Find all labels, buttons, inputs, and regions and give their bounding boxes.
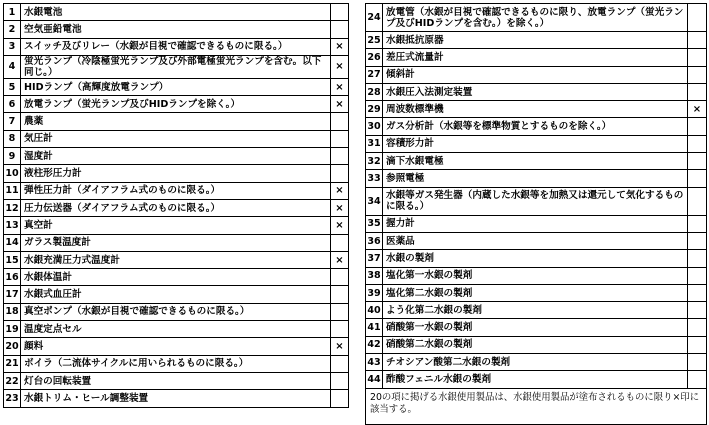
- table-row: [366, 267, 707, 284]
- item-number: 24: [366, 4, 383, 32]
- table-row: [366, 284, 707, 301]
- item-number: 10: [4, 165, 21, 182]
- item-number: 13: [4, 217, 21, 234]
- applicable-mark: ×: [331, 55, 349, 78]
- table-row: [4, 165, 349, 182]
- item-number: 37: [366, 250, 383, 267]
- table-row: [4, 55, 349, 78]
- item-number: 39: [366, 284, 383, 301]
- applicable-mark: [331, 148, 349, 165]
- item-number: 28: [366, 83, 383, 100]
- item-number: 36: [366, 232, 383, 249]
- applicable-mark: [688, 354, 707, 371]
- item-name: 水銀等ガス発生器（内蔵した水銀等を加熱又は還元して気化するものに限る。）: [383, 187, 688, 215]
- item-number: 27: [366, 66, 383, 83]
- applicable-mark: [688, 49, 707, 66]
- item-name: ガス分析計（水銀等を標準物質とするものを除く。）: [383, 118, 688, 135]
- item-number: 34: [366, 187, 383, 215]
- item-name: 医薬品: [383, 232, 688, 249]
- item-name: 容積形力計: [383, 135, 688, 152]
- item-number: 5: [4, 78, 21, 95]
- table-row: [4, 4, 349, 21]
- product-table-right-body: [366, 4, 707, 425]
- table-row: [366, 135, 707, 152]
- item-name: 気圧計: [21, 130, 331, 147]
- item-name: 放電ランプ（蛍光ランプ及びHIDランプを除く。）: [21, 96, 331, 113]
- table-row: [4, 199, 349, 216]
- applicable-mark: [688, 302, 707, 319]
- item-name: 水銀充満圧力式温度計: [21, 251, 331, 268]
- item-name: 蛍光ランプ（冷陰極蛍光ランプ及び外部電極蛍光ランプを含む。以下同じ。）: [21, 55, 331, 78]
- table-row: [4, 355, 349, 372]
- item-number: 41: [366, 319, 383, 336]
- applicable-mark: ×: [331, 96, 349, 113]
- table-row: [4, 372, 349, 389]
- table-row: [4, 338, 349, 355]
- footnote: 20の項に掲げる水銀使用製品は、水銀使用製品が塗布されるものに限り×印に該当する。: [366, 388, 707, 424]
- item-number: 11: [4, 182, 21, 199]
- table-row: [366, 49, 707, 66]
- item-number: 1: [4, 4, 21, 21]
- applicable-mark: [331, 21, 349, 38]
- applicable-mark: [688, 250, 707, 267]
- item-name: 液柱形圧力計: [21, 165, 331, 182]
- applicable-mark: [688, 32, 707, 49]
- applicable-mark: [688, 153, 707, 170]
- applicable-mark: [688, 371, 707, 388]
- applicable-mark: [688, 187, 707, 215]
- item-number: 35: [366, 215, 383, 232]
- item-number: 22: [4, 372, 21, 389]
- item-name: ボイラ（二流体サイクルに用いられるものに限る。）: [21, 355, 331, 372]
- applicable-mark: [331, 303, 349, 320]
- item-name: 放電管（水銀が目視で確認できるものに限り、放電ランプ（蛍光ランプ及びHIDランプを含む。）を除く。）: [383, 4, 688, 32]
- item-number: 40: [366, 302, 383, 319]
- table-row: [366, 101, 707, 118]
- table-row: [4, 390, 349, 407]
- table-row: [4, 234, 349, 251]
- table-row: [366, 118, 707, 135]
- applicable-mark: [331, 269, 349, 286]
- table-row: [4, 321, 349, 338]
- applicable-mark: [331, 286, 349, 303]
- item-number: 43: [366, 354, 383, 371]
- item-number: 29: [366, 101, 383, 118]
- item-name: 弾性圧力計（ダイアフラム式のものに限る。）: [21, 182, 331, 199]
- item-number: 30: [366, 118, 383, 135]
- table-row: [366, 319, 707, 336]
- item-name: 水銀抵抗原器: [383, 32, 688, 49]
- item-number: 3: [4, 38, 21, 55]
- table-row: [4, 251, 349, 268]
- applicable-mark: [331, 4, 349, 21]
- table-row: [366, 302, 707, 319]
- item-name: 真空ポンプ（水銀が目視で確認できるものに限る。）: [21, 303, 331, 320]
- table-row: [4, 130, 349, 147]
- item-name: HIDランプ（高輝度放電ランプ）: [21, 78, 331, 95]
- applicable-mark: ×: [331, 251, 349, 268]
- item-name: 傾斜計: [383, 66, 688, 83]
- table-row: [366, 170, 707, 187]
- product-table-left-body: [4, 4, 349, 408]
- item-name: 灯台の回転装置: [21, 372, 331, 389]
- item-number: 8: [4, 130, 21, 147]
- table-row: [366, 4, 707, 32]
- item-number: 16: [4, 269, 21, 286]
- item-name: 圧力伝送器（ダイアフラム式のものに限る。）: [21, 199, 331, 216]
- applicable-mark: ×: [331, 199, 349, 216]
- item-number: 25: [366, 32, 383, 49]
- applicable-mark: [331, 130, 349, 147]
- table-row: [366, 354, 707, 371]
- item-number: 21: [4, 355, 21, 372]
- applicable-mark: [688, 135, 707, 152]
- item-number: 18: [4, 303, 21, 320]
- applicable-mark: [688, 83, 707, 100]
- applicable-mark: ×: [331, 338, 349, 355]
- applicable-mark: [688, 170, 707, 187]
- item-number: 9: [4, 148, 21, 165]
- applicable-mark: ×: [688, 101, 707, 118]
- item-name: 顔料: [21, 338, 331, 355]
- product-table-left: [3, 3, 349, 408]
- item-name: 酢酸フェニル水銀の製剤: [383, 371, 688, 388]
- item-name: 水銀電池: [21, 4, 331, 21]
- table-row: [366, 371, 707, 388]
- applicable-mark: [688, 267, 707, 284]
- item-number: 4: [4, 55, 21, 78]
- item-number: 44: [366, 371, 383, 388]
- applicable-mark: [688, 66, 707, 83]
- product-table-right: [365, 3, 707, 425]
- table-row: [366, 187, 707, 215]
- item-name: 水銀トリム・ヒール調整装置: [21, 390, 331, 407]
- item-name: 湿度計: [21, 148, 331, 165]
- table-row: [4, 217, 349, 234]
- item-number: 42: [366, 336, 383, 353]
- table-row: [4, 269, 349, 286]
- item-name: 温度定点セル: [21, 321, 331, 338]
- item-name: 硝酸第一水銀の製剤: [383, 319, 688, 336]
- item-name: 差圧式流量計: [383, 49, 688, 66]
- item-number: 12: [4, 199, 21, 216]
- item-name: 水銀体温計: [21, 269, 331, 286]
- item-name: 真空計: [21, 217, 331, 234]
- applicable-mark: [331, 165, 349, 182]
- item-name: 水銀圧入法測定装置: [383, 83, 688, 100]
- table-row: [366, 232, 707, 249]
- item-name: 握力計: [383, 215, 688, 232]
- item-name: 水銀の製剤: [383, 250, 688, 267]
- applicable-mark: [688, 118, 707, 135]
- item-name: 水銀式血圧計: [21, 286, 331, 303]
- item-number: 23: [4, 390, 21, 407]
- applicable-mark: [688, 215, 707, 232]
- item-name: 滴下水銀電極: [383, 153, 688, 170]
- applicable-mark: [331, 355, 349, 372]
- table-row: [4, 21, 349, 38]
- item-name: 塩化第一水銀の製剤: [383, 267, 688, 284]
- applicable-mark: [331, 372, 349, 389]
- table-row: [4, 78, 349, 95]
- table-row: [4, 148, 349, 165]
- item-name: 塩化第二水銀の製剤: [383, 284, 688, 301]
- table-row: [4, 286, 349, 303]
- item-number: 38: [366, 267, 383, 284]
- item-number: 31: [366, 135, 383, 152]
- item-number: 26: [366, 49, 383, 66]
- item-number: 19: [4, 321, 21, 338]
- applicable-mark: ×: [331, 38, 349, 55]
- item-number: 14: [4, 234, 21, 251]
- table-row: [4, 38, 349, 55]
- table-row: [366, 32, 707, 49]
- applicable-mark: ×: [331, 217, 349, 234]
- applicable-mark: [331, 321, 349, 338]
- item-number: 17: [4, 286, 21, 303]
- item-number: 20: [4, 338, 21, 355]
- table-row: [366, 250, 707, 267]
- applicable-mark: [688, 336, 707, 353]
- table-row: [366, 215, 707, 232]
- item-name: チオシアン酸第二水銀の製剤: [383, 354, 688, 371]
- item-name: 農薬: [21, 113, 331, 130]
- footnote-row: [366, 388, 707, 424]
- applicable-mark: [688, 232, 707, 249]
- item-name: 硝酸第二水銀の製剤: [383, 336, 688, 353]
- table-row: [366, 83, 707, 100]
- table-row: [4, 113, 349, 130]
- table-row: [366, 66, 707, 83]
- applicable-mark: [331, 113, 349, 130]
- applicable-mark: ×: [331, 78, 349, 95]
- item-name: 空気亜鉛電池: [21, 21, 331, 38]
- table-row: [366, 153, 707, 170]
- applicable-mark: ×: [331, 182, 349, 199]
- applicable-mark: [688, 319, 707, 336]
- applicable-mark: [688, 284, 707, 301]
- table-row: [366, 336, 707, 353]
- item-number: 15: [4, 251, 21, 268]
- item-name: ガラス製温度計: [21, 234, 331, 251]
- applicable-mark: [331, 390, 349, 407]
- item-name: 周波数標準機: [383, 101, 688, 118]
- item-number: 7: [4, 113, 21, 130]
- table-row: [4, 182, 349, 199]
- item-number: 33: [366, 170, 383, 187]
- item-name: よう化第二水銀の製剤: [383, 302, 688, 319]
- table-row: [4, 303, 349, 320]
- table-row: [4, 96, 349, 113]
- item-number: 32: [366, 153, 383, 170]
- item-number: 6: [4, 96, 21, 113]
- item-name: 参照電極: [383, 170, 688, 187]
- applicable-mark: [331, 234, 349, 251]
- applicable-mark: [688, 4, 707, 32]
- item-number: 2: [4, 21, 21, 38]
- item-name: スイッチ及びリレー（水銀が目視で確認できるものに限る。）: [21, 38, 331, 55]
